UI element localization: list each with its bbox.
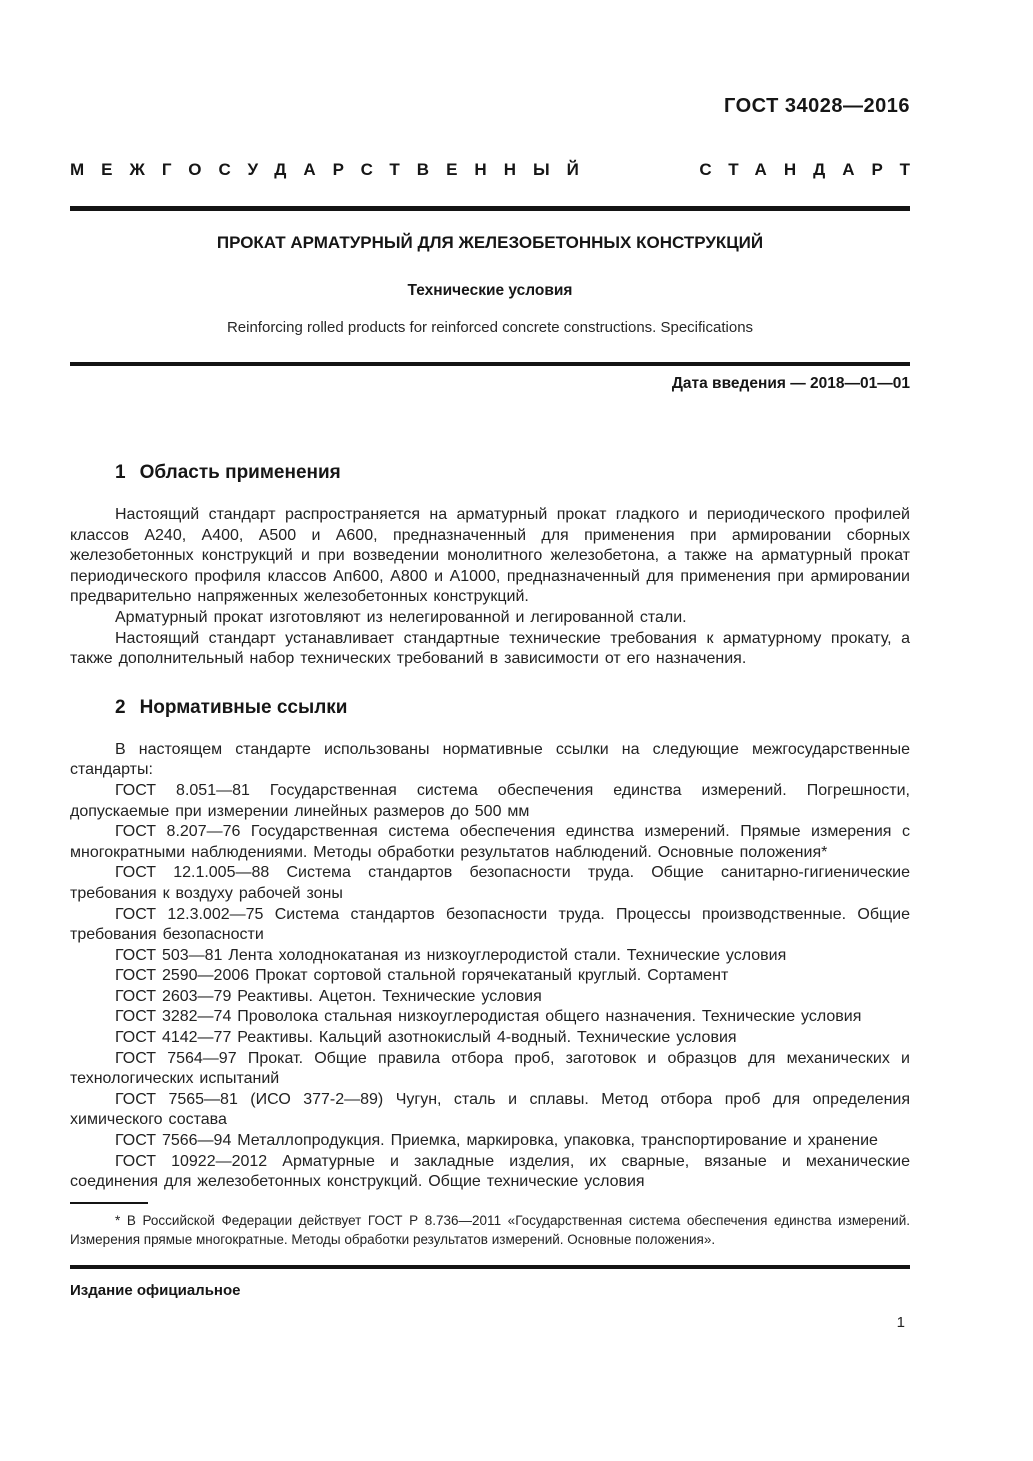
reference-item: ГОСТ 8.207—76 Государственная система обеспечения единства измерений. Прямые измерения с многократными наблюдениями. Методы обработки результатов наблюдений. Основные положения* <box>70 823 910 861</box>
footnote-block <box>70 1202 910 1249</box>
reference-item: ГОСТ 3282—74 Проволока стальная низкоуглеродистая общего назначения. Технические условия <box>115 1008 862 1026</box>
section-1-heading <box>70 462 910 484</box>
standard-type-word-2: СТАНДАРТ <box>699 160 927 179</box>
edition-label: Издание официальное <box>70 1281 241 1299</box>
page-content <box>70 0 927 1331</box>
reference-item: ГОСТ 7565—81 (ИСО 377-2—89) Чугун, сталь и сплавы. Метод отбора проб для определения химического состава <box>70 1090 910 1129</box>
section-2-title: Нормативные ссылки <box>139 696 348 718</box>
document-subtitle: Технические условия <box>407 282 573 299</box>
reference-item: ГОСТ 7566—94 Металлопродукция. Приемка, маркировка, упаковка, транспортирование и хранение <box>115 1132 878 1150</box>
reference-item: ГОСТ 8.051—81 Государственная система обеспечения единства измерений. Погрешности, допускаемые при измерении линейных размеров до 500 мм <box>70 781 910 820</box>
divider-middle <box>70 362 910 366</box>
effective-date: Дата введения — 2018—01—01 <box>671 375 910 392</box>
reference-item: ГОСТ 12.3.002—75 Система стандартов безопасности труда. Процессы производственные. Общие требования безопасности <box>70 905 910 944</box>
reference-item: ГОСТ 7564—97 Прокат. Общие правила отбора проб, заготовок и образцов для механических и технологических испытаний <box>70 1049 910 1088</box>
section-scope <box>70 462 910 670</box>
reference-item: ГОСТ 12.1.005—88 Система стандартов безопасности труда. Общие санитарно-гигиенические требования к воздуху рабочей зоны <box>70 864 910 902</box>
reference-item: ГОСТ 10922—2012 Арматурные и закладные изделия, их сварные, вязаные и механические соединения для железобетонных конструкций. Общие технические условия <box>70 1152 910 1191</box>
reference-item: ГОСТ 503—81 Лента холоднокатаная из низкоуглеродистой стали. Технические условия <box>115 946 787 964</box>
paragraph: В настоящем стандарте использованы нормативные ссылки на следующие межгосударственные стандарты: <box>70 740 910 779</box>
standard-type-heading <box>70 160 927 180</box>
footnote-text: * В Российской Федерации действует ГОСТ Р 8.736—2011 «Государственная система обеспечения единства измерений. Измерения прямые многократные. Методы обработки результатов измерений. Основные положения». <box>70 1212 910 1247</box>
section-normative-references <box>70 697 910 1193</box>
doc-number: ГОСТ 34028—2016 <box>724 95 910 117</box>
paragraph: Арматурный прокат изготовляют из нелегированной и легированной стали. <box>115 608 687 626</box>
paragraph: Настоящий стандарт устанавливает стандартные технические требования к арматурному прокату, а также дополнительный набор технических требований в зависимости от его назначения. <box>70 629 910 668</box>
section-1-title: Область применения <box>139 462 341 483</box>
reference-item: ГОСТ 2603—79 Реактивы. Ацетон. Технические условия <box>115 987 542 1005</box>
divider-top <box>70 206 910 211</box>
divider-bottom <box>70 1265 910 1269</box>
document-title: ПРОКАТ АРМАТУРНЫЙ ДЛЯ ЖЕЛЕЗОБЕТОННЫХ КОНСТРУКЦИЙ <box>216 233 764 252</box>
reference-item: ГОСТ 2590—2006 Прокат сортовой стальной горячекатаный круглый. Сортамент <box>115 967 729 985</box>
section-1-number: 1 <box>115 462 126 483</box>
standard-type-word-1: МЕЖГОСУДАРСТВЕННЫЙ <box>70 160 596 179</box>
section-2-number: 2 <box>115 696 126 718</box>
reference-item: ГОСТ 4142—77 Реактивы. Кальций азотнокислый 4-водный. Технические условия <box>115 1029 737 1047</box>
footnote-divider <box>70 1202 148 1204</box>
page-number: 1 <box>896 1313 905 1331</box>
document-title-english: Reinforcing rolled products for reinforced concrete constructions. Specifications <box>226 319 754 336</box>
section-2-heading <box>70 697 910 719</box>
paragraph: Настоящий стандарт распространяется на арматурный прокат гладкого и периодического профилей классов А240, А400, А500 и А600, предназначенный для применения при армировании сборных железобетонных конструкций и при возведении монолитного железобетона, а также на арматурный прокат периодического профиля классов Ап600, А800 и А1000, предназначенный для применения при армировании предварительно напряженных железобетонных конструкций. <box>70 506 910 606</box>
